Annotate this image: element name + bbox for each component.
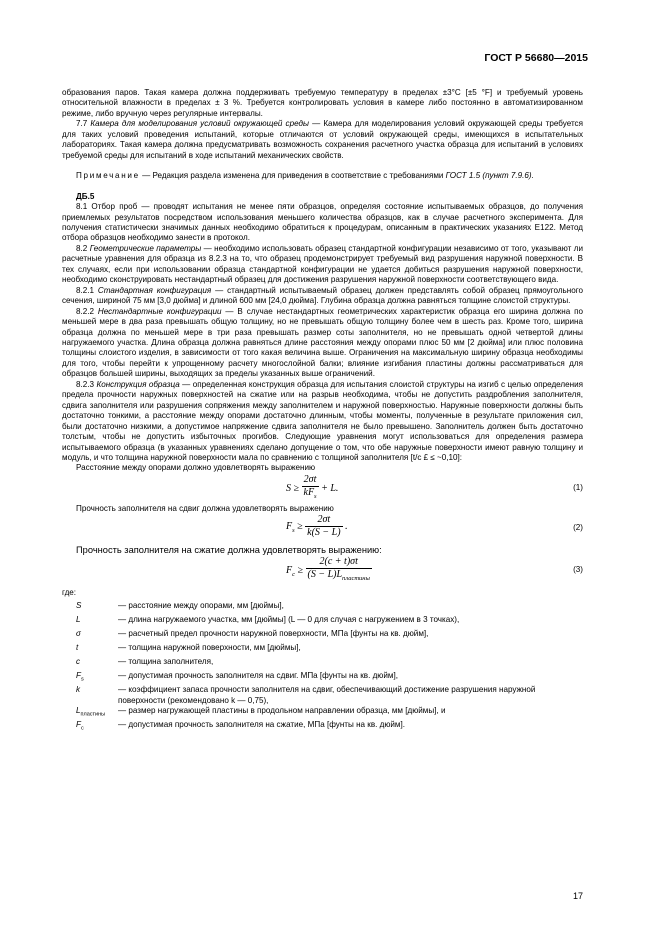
paragraph-8-1: 8.1 Отбор проб — проводят испытания не менее пяти образцов, определяя состояние испытываемых образцов, до получения приемлемых результатов посредством использования меньшего количества образцов, как в случае расчетного эксперимента. Для получения статистически значимых данных необходимо обратиться к процедурам, описанным в практических указаниях Е122. Метод отбора образцов необходимо занести в протокол. [62,202,583,243]
equation-numerator: 2σt [305,514,342,527]
definition-text: — длина нагружаемого участка, мм [дюймы] (L — 0 для случая с нагружением в 3 точках), [118,614,460,624]
definition-item [62,657,583,671]
equation-3-intro: Прочность заполнителя на сжатие должна удовлетворять выражению: [76,545,382,556]
clause-title: Нестандартные конфигурации [97,306,222,316]
clause-number: 8.2.3 [76,379,95,389]
definition-item [62,685,583,706]
clause-title: Геометрические параметры [89,243,202,253]
paragraph-7-7 [62,119,583,161]
clause-text: — Камера для моделирования условий окружающей среды требуется для таких условий проведения испытаний, которые отличаются от условий окружающей среды, имеющихся в испытательных лабораториях. Такая камера должна предусматривать возможность сохранения расчетного участка образца для испытаний в условиях требуемой среды для испытаний в ходе испытаний механических свойств. [62,119,583,160]
equation-1 [62,474,583,504]
equation-lhs: S ≥ [286,482,299,494]
definition-text: — коэффициент запаса прочности заполнителя на сдвиг, обеспечивающий достижение разрушения наружной поверхности (рекомендовано k — 0,75), [118,685,536,705]
clause-text: — определенная конструкция образца для испытания слоистой структуры на изгиб с целью определения предела прочности наружных поверхностей на сжатие или на разрыв необходима, чтобы не допустить раздробления заполнителя, сдвига заполнителя или разрушения сопряжения между заполнителем и наружной поверхностью. Наружные поверхности должны быть достаточно тонкими, а расстояние между опорами достаточно длинным, чтобы моменты, полученные в результате приложения сил, были достаточно низкими, а допустимое напряжение сдвига заполнителя не было превышено. Заполнитель должен быть достаточно толстым, чтобы не допустить избыточных прогибов. Следующие уравнения могут использоваться для определения размера испытываемого образца (в указанных уравнениях сделано допущение о том, что обе наружные поверхности имеют равную толщину и модуль, и что толщина наружной поверхности мала по сравнению с толщиной заполнителя [t/c £ ≤ ~0,10]: [62,379,583,462]
clause-title: Конструкция образца [96,379,180,389]
equation-tail: . [345,521,348,533]
definition-symbol: S [76,600,82,610]
equation-number: (1) [573,482,583,492]
definition-symbol: L [76,614,81,624]
equation-numerator: 2σt [302,474,319,487]
paragraph-8-2-2 [62,307,583,380]
definition-item [62,615,583,629]
equation-fraction [305,514,342,539]
paragraph-8-2 [62,244,583,286]
clause-text: — необходимо использовать образец стандартной конфигурации независимо от того, указывают ли расчетные уравнения для образца из 8.2.3 на то, что образец продемонстрирует требуемый вид разрушения наружной поверхности. В тех случаях, если при использовании образца стандартной конфигурации не удается добиться разрушения наружной поверхности, необходимо сконструировать нестандартный образец для достижения разрушения наружной поверхности соответствующего вида. [62,243,584,285]
definition-symbol: k [76,685,81,695]
equation-lhs: F [286,565,293,577]
definition-subscript: c [80,725,84,732]
definition-item [62,706,583,720]
definition-item [62,643,583,657]
equation-2-intro: Прочность заполнителя на сдвиг должна удовлетворять выражению [76,503,334,513]
equation-fraction [302,474,319,503]
equation-denominator: kF [303,486,315,498]
clause-number: 7.7 [76,119,88,129]
definition-item [62,671,583,685]
clause-number: 8.2 [76,243,88,253]
equation-1-intro: Расстояние между опорами должно удовлетворять выражению [76,463,316,473]
equation-lhs-subscript: s [292,527,295,535]
clause-number: 8.2.2 [76,306,95,316]
equation-number: (3) [573,565,583,575]
equation-3 [62,556,583,588]
equation-lhs-subscript: c [292,571,295,579]
paragraph-chamber-conditions: образования паров. Такая камера должна поддерживать требуемую температуру в пределах ±3°С [±5 °F] и требуемый уровень относительной влажности в пределах ± 3 %. Требуется контролировать условия в камере либо постоянно в автоматизированном режиме, либо вручную через регулярные интервалы. [62,88,583,118]
definition-symbol: F [76,720,81,730]
standard-code-header: ГОСТ Р 56680—2015 [484,52,588,64]
clause-text: — стандартный испытываемый образец должен представлять собой образец прямоугольного сечения, шириной 75 мм [3,0 дюйма] и длиной 600 мм [24,0 дюйма]. Глубина образца должна равняться толщине слоистой структуры. [62,285,584,306]
equation-numerator: 2(c + t)σt [306,556,372,569]
definition-text: — допустимая прочность заполнителя на сжатие, МПа [фунты на кв. дюйм]. [118,720,405,730]
definition-item [62,601,583,615]
paragraph-8-2-1 [62,286,583,307]
definition-symbol: t [76,642,79,652]
definition-subscript: s [80,676,84,683]
equation-number: (2) [573,523,583,533]
equation-relation: ≥ [297,521,303,533]
equation-tail: + L. [321,482,339,494]
note-paragraph [62,171,583,181]
definition-text: — толщина заполнителя, [118,657,214,667]
equation-2 [62,514,583,544]
definition-item [62,629,583,643]
definition-item [62,720,583,734]
note-label: Примечание [76,171,140,181]
definition-subscript: пластины [80,711,106,718]
definition-text: — расчетный предел прочности наружной поверхности, МПа [фунты на кв. дюйм], [118,628,429,638]
definitions-list [62,601,583,734]
definition-text: — толщина наружной поверхности, мм [дюймы], [118,642,301,652]
document-body [62,88,583,734]
definition-text: — допустимая прочность заполнителя на сдвиг. МПа [фунты на кв. дюйм], [118,671,398,681]
equation-relation: ≥ [297,565,303,577]
clause-title: Камера для моделирования условий окружающей среды [90,119,309,129]
equation-denominator: (S − L)L [307,569,343,581]
page-number: 17 [572,891,583,901]
clause-title: Стандартная конфигурация [97,285,212,295]
equation-fraction [306,556,372,585]
section-heading: ДБ.5 [76,191,95,201]
definition-symbol: F [76,671,81,681]
definition-symbol: σ [76,628,81,638]
definition-symbol: L [76,706,81,716]
clause-number: 8.2.1 [76,285,95,295]
equation-denominator-subscript: пластины [342,575,370,583]
note-reference: ГОСТ 1.5 (пункт 7.9.6). [445,171,534,181]
note-text: — Редакция раздела изменена для приведения в соответствие с требованиями [139,171,446,181]
clause-text: — В случае нестандартных геометрических характеристик образца его ширина должна по меньшей мере в два раза превышать общую толщину, но не превышать общую толщину более чем в шесть раз. Кроме того, ширина образца должна по меньшей мере в три раза превышать размер соты заполнителя, но не превышать одной четвертой длины нагружаемого участка. Длина образца должна равняться длине расстояния между опорами плюс 50 мм [2 дюйма] или плюс половина толщины слоистого изделия, в зависимости от того какая величина выше. Ограничения на максимальную ширину образца необходимы для того, чтобы перейти к упрощенному расчету многослойной балки; влияние изгибания пластины должны рассматриваться для образцов большей ширины, выходящих за пределы указанных выше ограничений. [62,306,583,379]
equation-denominator: k(S − L) [307,527,341,539]
where-label: где: [62,588,77,598]
paragraph-8-2-3 [62,380,583,464]
definition-text: — расстояние между опорами, мм [дюймы], [118,600,284,610]
equation-lhs: F [286,521,293,533]
definition-text: — размер нагружающей пластины в продольном направлении образца, мм [дюймы], и [118,706,446,716]
equation-denominator-subscript: s [314,492,317,500]
definition-symbol: c [76,657,81,667]
